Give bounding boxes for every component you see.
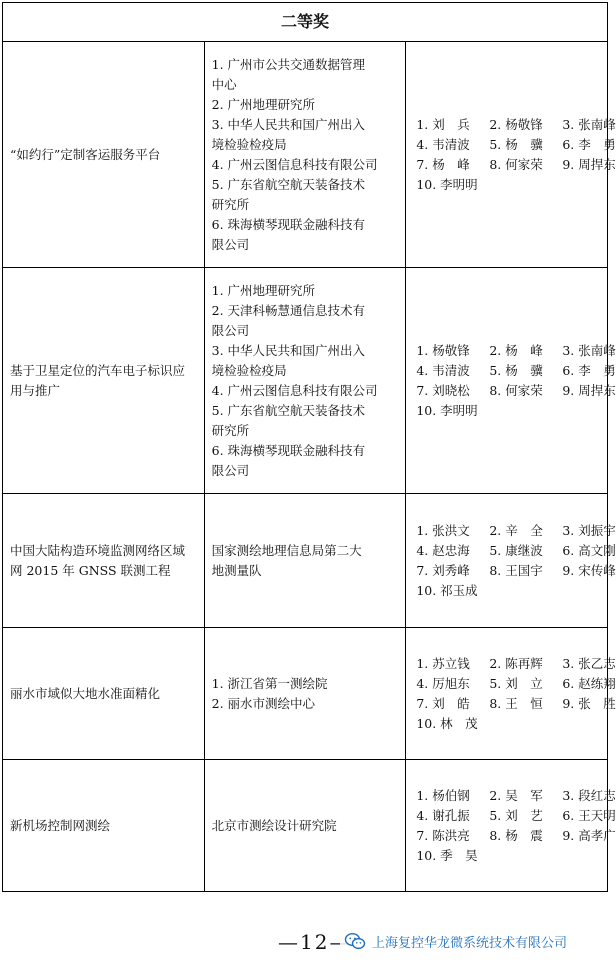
- member-name: 5. 刘 艺: [489, 807, 543, 823]
- organization-line: 限公司: [211, 236, 250, 252]
- member-line: [416, 674, 616, 694]
- member-name: 5. 杨 骥: [489, 362, 543, 378]
- member-name: 8. 王 恒: [489, 695, 543, 711]
- members: [406, 494, 616, 628]
- member-name: 9. 高孝广: [562, 827, 616, 843]
- member-name: 2. 杨 峰: [489, 342, 543, 358]
- member-line: [416, 581, 600, 601]
- member-name: 8. 王国宇: [489, 562, 543, 578]
- member-name: 4. 赵忠海: [416, 542, 470, 558]
- organization-line: 6. 珠海横琴现联金融科技有: [211, 442, 366, 458]
- organizations: [204, 494, 406, 628]
- member-name: 1. 杨敬锋: [416, 342, 470, 358]
- member-name: 3. 张乙志: [562, 655, 616, 671]
- organization-line: 5. 广东省航空航天装备技术: [211, 176, 366, 192]
- member-line: [416, 401, 600, 421]
- member-name: 9. 张 胜: [562, 695, 616, 711]
- page-number: — 12 —: [278, 930, 351, 954]
- member-name: 5. 康继波: [489, 542, 543, 558]
- member-line: [416, 654, 616, 674]
- member-name: 1. 张洪文: [416, 522, 470, 538]
- organization-line: 2. 丽水市测绘中心: [211, 695, 316, 711]
- member-name: 3. 刘振宇: [562, 522, 616, 538]
- table-row: [3, 42, 608, 268]
- member-line: [416, 115, 616, 135]
- member-line: [416, 135, 616, 155]
- member-name: 3. 段红志: [562, 787, 616, 803]
- project-name: 中国大陆构造环境监测网络区域网 2015 年 GNSS 联测工程: [3, 494, 205, 628]
- member-name: 10. 祁玉成: [416, 582, 478, 598]
- member-name: 5. 刘 立: [489, 675, 543, 691]
- member-line: [416, 846, 600, 866]
- member-line: [416, 155, 616, 175]
- member-line: [416, 381, 616, 401]
- member-name: 4. 韦清波: [416, 362, 470, 378]
- organization-line: 限公司: [211, 462, 250, 478]
- members: [406, 760, 616, 892]
- member-name: 6. 李 勇: [562, 362, 616, 378]
- member-name: 3. 张南峰: [562, 342, 616, 358]
- organizations: [204, 42, 406, 268]
- section-title: 二等奖: [3, 3, 608, 42]
- project-name: “如约行”定制客运服务平台: [3, 42, 205, 268]
- award-table: [2, 2, 616, 892]
- project-name: 丽水市域似大地水准面精化: [3, 628, 205, 760]
- organization-line: 2. 天津科畅慧通信息技术有: [211, 302, 366, 318]
- organization-line: 研究所: [211, 196, 250, 212]
- organization-line: 5. 广东省航空航天装备技术: [211, 402, 366, 418]
- member-name: 1. 杨伯钢: [416, 787, 470, 803]
- organization-line: 3. 中华人民共和国广州出入: [211, 342, 366, 358]
- member-line: [416, 541, 616, 561]
- organization-line: 1. 广州地理研究所: [211, 282, 316, 298]
- member-name: 10. 林 茂: [416, 715, 478, 731]
- member-name: 4. 谢孔振: [416, 807, 470, 823]
- project-name: 新机场控制网测绘: [3, 760, 205, 892]
- member-name: 7. 刘秀峰: [416, 562, 470, 578]
- watermark: [340, 928, 571, 954]
- member-line: [416, 175, 600, 195]
- member-line: [416, 826, 616, 846]
- project-name: 基于卫星定位的汽车电子标识应用与推广: [3, 268, 205, 494]
- member-name: 2. 陈再辉: [489, 655, 543, 671]
- member-name: 10. 李明明: [416, 176, 478, 192]
- organizations: [204, 268, 406, 494]
- member-name: 1. 刘 兵: [416, 116, 470, 132]
- organizations: [204, 760, 406, 892]
- member-line: [416, 361, 616, 381]
- member-name: 7. 刘 皓: [416, 695, 470, 711]
- organization-line: 6. 珠海横琴现联金融科技有: [211, 216, 366, 232]
- member-name: 7. 刘晓松: [416, 382, 470, 398]
- organization-line: 4. 广州云图信息科技有限公司: [211, 382, 378, 398]
- member-name: 7. 陈洪亮: [416, 827, 470, 843]
- organizations: [204, 628, 406, 760]
- organization-line: 境检验检疫局: [211, 136, 287, 152]
- members: [406, 628, 616, 760]
- wechat-icon: [344, 932, 366, 950]
- organization-line: 北京市测绘设计研究院: [211, 817, 337, 833]
- members: [406, 42, 616, 268]
- member-name: 2. 吴 军: [489, 787, 543, 803]
- member-name: 8. 何家荣: [489, 156, 543, 172]
- member-name: 5. 杨 骥: [489, 136, 543, 152]
- member-line: [416, 521, 616, 541]
- member-name: 6. 赵练翔: [562, 675, 616, 691]
- organization-line: 国家测绘地理信息局第二大: [211, 542, 362, 558]
- member-name: 8. 何家荣: [489, 382, 543, 398]
- member-name: 6. 李 勇: [562, 136, 616, 152]
- member-name: 1. 苏立钱: [416, 655, 470, 671]
- members: [406, 268, 616, 494]
- member-name: 3. 张南峰: [562, 116, 616, 132]
- member-name: 4. 韦清波: [416, 136, 470, 152]
- member-name: 2. 辛 全: [489, 522, 543, 538]
- watermark-text: 上海复控华龙微系统技术有限公司: [372, 935, 568, 951]
- organization-line: 限公司: [211, 322, 250, 338]
- organization-line: 中心: [211, 76, 237, 92]
- organization-line: 地测量队: [211, 562, 262, 578]
- table-row: [3, 494, 608, 628]
- organization-line: 境检验检疫局: [211, 362, 287, 378]
- member-name: 9. 周捍东: [562, 382, 616, 398]
- member-name: 9. 周捍东: [562, 156, 616, 172]
- member-line: [416, 714, 600, 734]
- member-name: 8. 杨 震: [489, 827, 543, 843]
- member-name: 7. 杨 峰: [416, 156, 470, 172]
- member-name: 6. 高文刚: [562, 542, 616, 558]
- member-name: 10. 李明明: [416, 402, 478, 418]
- member-name: 2. 杨敬锋: [489, 116, 543, 132]
- table-row: [3, 628, 608, 760]
- member-line: [416, 786, 616, 806]
- organization-line: 4. 广州云图信息科技有限公司: [211, 156, 378, 172]
- organization-line: 1. 浙江省第一测绘院: [211, 675, 328, 691]
- organization-line: 3. 中华人民共和国广州出入: [211, 116, 366, 132]
- table-header-row: [3, 3, 608, 42]
- member-line: [416, 694, 616, 714]
- table-row: [3, 268, 608, 494]
- member-name: 10. 季 昊: [416, 847, 478, 863]
- member-line: [416, 806, 616, 826]
- member-name: 4. 厉旭东: [416, 675, 470, 691]
- organization-line: 2. 广州地理研究所: [211, 96, 316, 112]
- member-line: [416, 561, 616, 581]
- member-name: 6. 王天明: [562, 807, 616, 823]
- organization-line: 1. 广州市公共交通数据管理: [211, 56, 366, 72]
- member-name: 9. 宋传峰: [562, 562, 616, 578]
- organization-line: 研究所: [211, 422, 250, 438]
- table-row: [3, 760, 608, 892]
- member-line: [416, 341, 616, 361]
